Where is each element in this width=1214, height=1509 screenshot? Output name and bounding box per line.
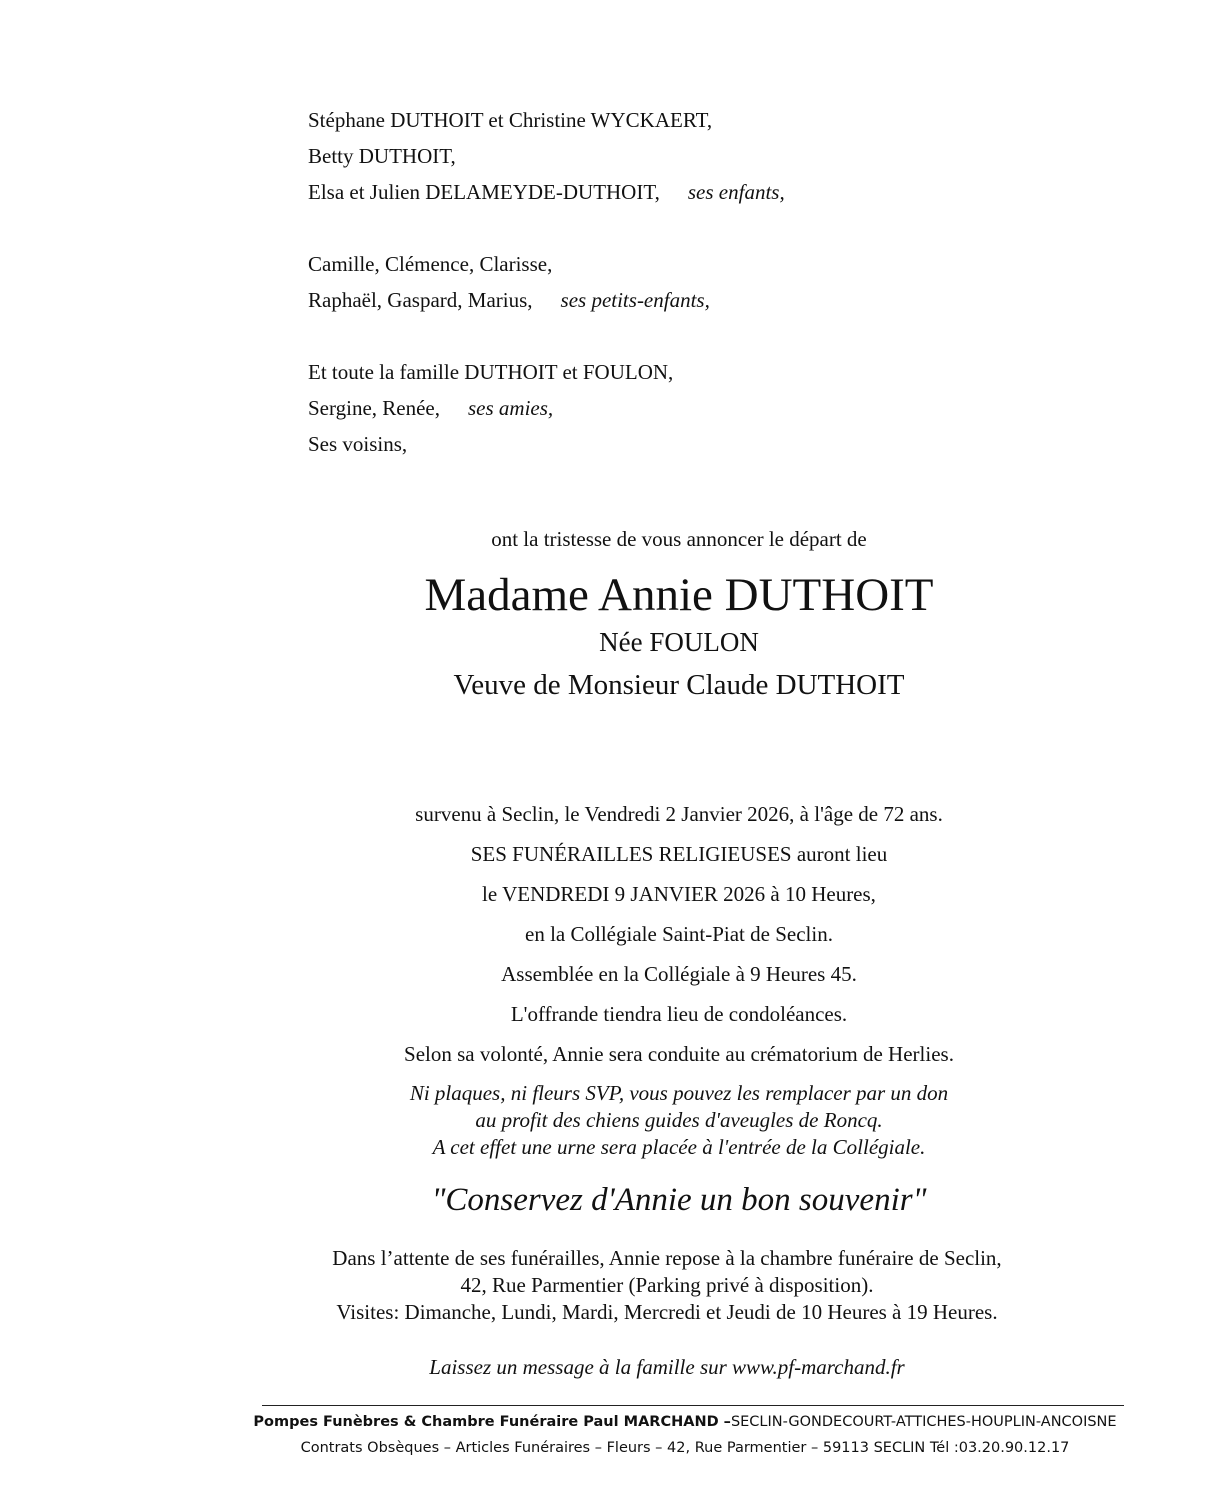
- company-name: Pompes Funèbres & Chambre Funéraire Paul MARCHAND –: [253, 1414, 731, 1430]
- family-line: [308, 426, 785, 462]
- family-list: [308, 102, 785, 462]
- footer-services: Contrats Obsèques – Articles Funéraires – Fleurs – 42, Rue Parmentier – 59113 SECLIN Tél :03.20.90.12.17: [300, 1440, 1070, 1456]
- family-name: Ses voisins,: [308, 432, 408, 456]
- condolence-message: Laissez un message à la famille sur www.pf-marchand.fr: [429, 1355, 905, 1379]
- detail-line: Selon sa volonté, Annie sera conduite au crématorium de Herlies.: [404, 1042, 954, 1066]
- spacer: [308, 318, 785, 354]
- family-role: ses amies,: [468, 396, 554, 420]
- deceased-name: Madame Annie DUTHOIT: [424, 569, 934, 621]
- company-locations: SECLIN-GONDECOURT-ATTICHES-HOUPLIN-ANCOISNE: [730, 1414, 1117, 1430]
- family-line: [308, 354, 785, 390]
- family-name: Sergine, Renée,: [308, 396, 440, 420]
- family-name: Et toute la famille DUTHOIT et FOULON,: [308, 360, 674, 384]
- repose-line: 42, Rue Parmentier (Parking privé à disposition).: [460, 1273, 874, 1297]
- memorial-quote: "Conservez d'Annie un bon souvenir": [431, 1182, 927, 1218]
- family-role: ses enfants,: [687, 180, 785, 204]
- detail-line: survenu à Seclin, le Vendredi 2 Janvier 2026, à l'âge de 72 ans.: [415, 802, 943, 826]
- family-name: Elsa et Julien DELAMEYDE-DUTHOIT,: [308, 180, 660, 204]
- note-line: au profit des chiens guides d'aveugles de Roncq.: [475, 1108, 883, 1132]
- flowers-note: [72, 1080, 1214, 1161]
- repose-info: [60, 1245, 1214, 1326]
- detail-line: L'offrande tiendra lieu de condoléances.: [510, 1002, 848, 1026]
- spacer: [308, 210, 785, 246]
- family-line: [308, 102, 785, 138]
- maiden-name: Née FOULON: [599, 627, 759, 657]
- family-role: ses petits-enfants,: [560, 288, 710, 312]
- footer-company: [78, 1414, 1214, 1430]
- family-name: Raphaël, Gaspard, Marius,: [308, 288, 533, 312]
- detail-line: en la Collégiale Saint-Piat de Seclin.: [525, 922, 833, 946]
- detail-line: SES FUNÉRAILLES RELIGIEUSES auront lieu: [470, 842, 888, 866]
- family-name: Betty DUTHOIT,: [308, 144, 456, 168]
- detail-line: le VENDREDI 9 JANVIER 2026 à 10 Heures,: [482, 882, 876, 906]
- widow-of: Veuve de Monsieur Claude DUTHOIT: [453, 669, 905, 701]
- announcement-intro: ont la tristesse de vous annoncer le départ de: [491, 527, 867, 551]
- funeral-details: [72, 799, 1214, 1079]
- family-line: [308, 174, 785, 210]
- family-line: [308, 282, 785, 318]
- detail-line: Assemblée en la Collégiale à 9 Heures 45.: [501, 962, 857, 986]
- family-line: [308, 390, 785, 426]
- note-line: Ni plaques, ni fleurs SVP, vous pouvez les remplacer par un don: [409, 1081, 949, 1105]
- footer-divider: [262, 1405, 1124, 1406]
- repose-line: Visites: Dimanche, Lundi, Mardi, Mercredi et Jeudi de 10 Heures à 19 Heures.: [336, 1300, 998, 1324]
- note-line: A cet effet une urne sera placée à l'entrée de la Collégiale.: [432, 1135, 926, 1159]
- repose-line: Dans l’attente de ses funérailles, Annie repose à la chambre funéraire de Seclin,: [332, 1246, 1002, 1270]
- family-name: Stéphane DUTHOIT et Christine WYCKAERT,: [308, 108, 713, 132]
- family-name: Camille, Clémence, Clarisse,: [308, 252, 553, 276]
- family-line: [308, 246, 785, 282]
- family-line: [308, 138, 785, 174]
